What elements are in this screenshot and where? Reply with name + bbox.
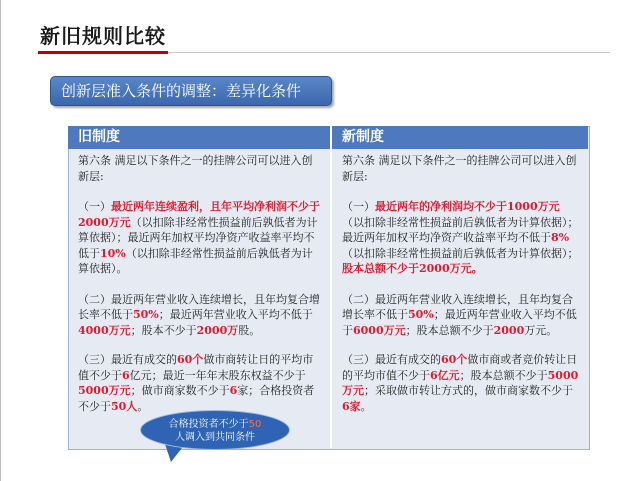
old-condition-3: （三）最近有成交的60个做市商转让日的平均市值不少于6亿元；最近一年年末股东权益不少于5000万元；做市商家数不少于6家；合格投资者不少于50人。 — [78, 353, 315, 413]
title-accent-rule — [38, 51, 168, 54]
old-rules-column — [68, 126, 330, 414]
callout-text-1: 合格投资者不少于 — [168, 419, 249, 430]
title-divider — [168, 52, 610, 53]
page-title: 新旧规则比较 — [40, 24, 166, 48]
old-rules-body — [68, 149, 330, 414]
new-rules-body — [332, 149, 588, 414]
callout-number: 50 — [248, 419, 262, 430]
new-rules-header: 新制度 — [332, 126, 588, 149]
new-condition-3: （三）最近有成交的60个做市商或者竞价转让日的平均市值不少于6亿元；股本总额不少于5000万元；采取做市转让方式的，做市商家数不少于6家。 — [342, 353, 579, 413]
new-condition-1: （一）最近两年的净利润均不少于1000万元（以扣除非经常性损益前后孰低者为计算依据）；最近两年加权平均净资产收益率平均不低于8%（以扣除非经常性损益前后孰低者为计算依据）；股本总额不少于2000万元。 — [342, 200, 579, 275]
new-rules-column — [332, 126, 588, 414]
new-intro: 第六条 满足以下条件之一的挂牌公司可以进入创新层: — [342, 154, 577, 183]
callout-text-2: 人调入到共同条件 — [175, 432, 255, 443]
old-condition-1: （一）最近两年连续盈利，且年平均净利润不少于2000万元（以扣除非经常性损益前后孰低者为计算依据）；最近两年加权平均净资产收益率平均不低于10%（以扣除非经常性损益前后孰低者为计算依据）。 — [78, 200, 320, 275]
old-condition-2: （二）最近两年营业收入连续增长，且年均复合增长率不低于50%；最近两年营业收入平均不低于4000万元；股本不少于2000万股。 — [78, 292, 320, 337]
callout-bubble — [140, 410, 290, 450]
old-rules-header: 旧制度 — [68, 126, 330, 149]
new-condition-2: （二）最近两年营业收入连续增长，且年均复合增长率不低于50%；最近两年营业收入平均不低于6000万元；股本总额不少于2000万元。 — [342, 292, 577, 337]
old-intro: 第六条 满足以下条件之一的挂牌公司可以进入创新层: — [78, 154, 313, 183]
section-subtitle-box: 创新层准入条件的调整：差异化条件 — [50, 76, 332, 106]
slide-left-border — [0, 0, 1, 481]
